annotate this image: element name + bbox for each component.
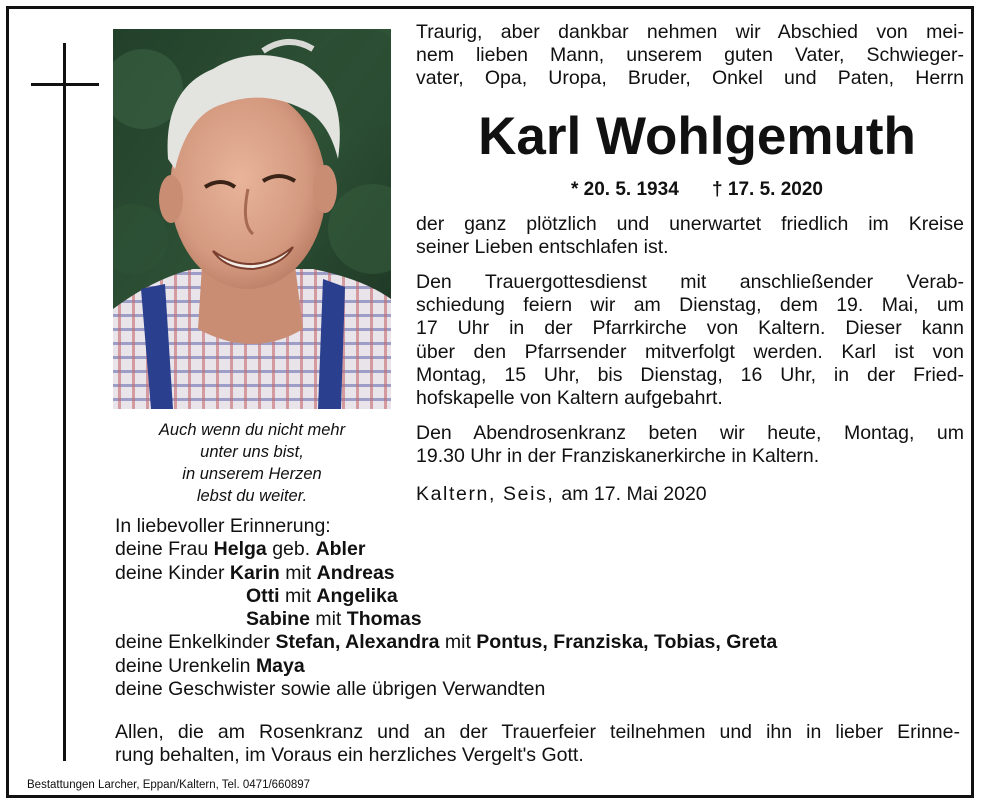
portrait-photo: [113, 29, 391, 409]
service-line: schiedung feiern wir am Dienstag, dem 19. Mai, um: [416, 294, 964, 317]
service-line: 17 Uhr in der Pfarrkirche von Kaltern. Dieser kann: [416, 317, 964, 340]
intro-line: Traurig, aber dankbar nehmen wir Abschied von mei-: [416, 21, 964, 43]
greatgrand-prefix: deine Urenkelin: [115, 654, 251, 677]
intro-line: vater, Opa, Uropa, Bruder, Onkel und Paten, Herrn: [416, 67, 964, 90]
intro-paragraph: [416, 21, 964, 91]
passing-line: der ganz plötzlich und unerwartet friedlich im Kreise: [416, 212, 964, 235]
life-dates: [430, 179, 964, 201]
child-with: mit: [315, 608, 342, 631]
family-siblings: deine Geschwister sowie alle übrigen Verwandten: [115, 678, 546, 701]
place-date: [416, 483, 964, 506]
family-greatgrandchild: [115, 655, 777, 678]
photo-caption: [113, 419, 391, 507]
wife-prefix: deine Frau: [115, 538, 209, 561]
service-line: über den Pfarrsender mitverfolgt werden. Karl ist von: [416, 340, 964, 363]
cross-icon-bar: [31, 83, 99, 86]
deceased-name: Karl Wohlgemuth: [478, 106, 916, 166]
child-with: mit: [285, 584, 311, 607]
service-paragraph: [416, 271, 964, 410]
family-children-row: [115, 562, 777, 585]
place-date-value: am 17. Mai 2020: [561, 482, 707, 505]
child-partner: Thomas: [346, 608, 422, 631]
caption-line: Auch wenn du nicht mehr: [158, 421, 346, 439]
child-name: Otti: [246, 584, 280, 607]
wife-maiden-name: Abler: [315, 538, 366, 561]
service-line: Den Trauergottesdienst mit anschließender Verab-: [416, 271, 964, 294]
announcement-column: [416, 21, 964, 506]
family-heading: In liebevoller Erinnerung:: [115, 515, 331, 537]
service-line: Montag, 15 Uhr, bis Dienstag, 16 Uhr, in der Fried-: [416, 363, 964, 386]
child-partner: Andreas: [316, 561, 395, 584]
child-name: Sabine: [246, 608, 310, 631]
death-date: † 17. 5. 2020: [712, 178, 823, 200]
grandchildren-with: mit: [444, 631, 471, 654]
rosary-line: 19.30 Uhr in der Franziskanerkirche in Kaltern.: [416, 445, 820, 468]
wife-name: Helga: [213, 538, 267, 561]
rosary-line: Den Abendrosenkranz beten wir heute, Montag, um: [416, 422, 964, 445]
family-wife: [115, 538, 777, 561]
grandchildren-names: Stefan, Alexandra: [275, 631, 440, 654]
passing-paragraph: [416, 213, 964, 259]
grandchildren-partners: Pontus, Franziska, Tobias, Greta: [476, 631, 778, 654]
cross-icon: [63, 43, 66, 761]
passing-line: seiner Lieben entschlafen ist.: [416, 235, 669, 258]
caption-line: unter uns bist,: [200, 443, 304, 461]
rosary-paragraph: [416, 422, 964, 468]
children-prefix: deine Kinder: [115, 561, 225, 584]
service-line: hofskapelle von Kaltern aufgebahrt.: [416, 387, 723, 410]
intro-line: nem lieben Mann, unserem guten Vater, Schwieger-: [416, 44, 964, 67]
family-grandchildren: [115, 631, 777, 654]
greatgrand-name: Maya: [255, 654, 305, 677]
child-with: mit: [285, 561, 312, 584]
birth-date: * 20. 5. 1934: [571, 178, 679, 200]
child-name: Karin: [229, 561, 280, 584]
family-children-row: [115, 608, 777, 631]
place-location: Kaltern, Seis,: [416, 482, 555, 505]
funeral-home-footer: Bestattungen Larcher, Eppan/Kaltern, Tel. 0471/660897: [27, 779, 311, 791]
family-children-row: [115, 585, 777, 608]
grandchildren-prefix: deine Enkelkinder: [115, 631, 271, 654]
thanks-line: rung behalten, im Voraus ein herzliches Vergelt's Gott.: [115, 744, 584, 767]
wife-mid: geb.: [272, 538, 311, 561]
family-list: [115, 515, 777, 701]
thanks-line: Allen, die am Rosenkranz und an der Trauerfeier teilnehmen und ihn in lieber Erinne-: [115, 721, 960, 743]
child-partner: Angelika: [316, 584, 398, 607]
caption-line: lebst du weiter.: [196, 487, 308, 505]
obituary-notice: [6, 6, 974, 798]
caption-line: in unserem Herzen: [182, 465, 322, 483]
thanks-paragraph: [115, 721, 960, 767]
